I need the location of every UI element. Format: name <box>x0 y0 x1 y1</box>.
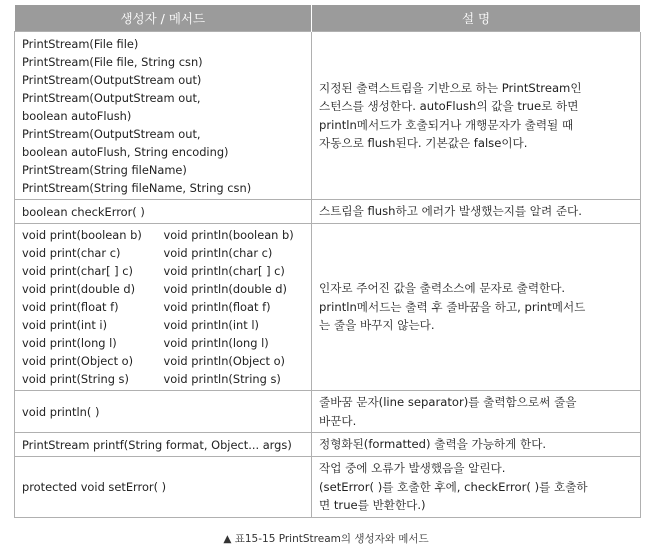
description-line: 인자로 주어진 값을 출력소스에 문자로 출력한다. <box>319 281 566 296</box>
method-line: void println(long l) <box>163 336 269 350</box>
table-row <box>15 224 641 391</box>
method-line: void println(String s) <box>163 372 281 386</box>
method-line: void println(char[ ] c) <box>163 264 285 278</box>
description-line: println메서드는 출력 후 줄바꿈을 하고, print메서드 <box>319 299 586 314</box>
method-line: void print(double d) <box>22 282 136 296</box>
method-line: protected void setError( ) <box>22 480 167 494</box>
description-line: 바꾼다. <box>319 413 357 428</box>
table-caption: ▲ 표15-15 PrintStream의 생성자와 메서드 <box>223 533 429 545</box>
method-line: PrintStream(String fileName, String csn) <box>22 180 252 195</box>
method-line: void println(int l) <box>163 318 259 332</box>
table-row <box>15 457 641 518</box>
header-description: 설 명 <box>312 5 641 32</box>
description-line: 줄바꿈 문자(line separator)를 출력함으로써 줄을 <box>319 395 577 409</box>
method-line: PrintStream printf(String format, Object... args) <box>22 437 292 452</box>
table-row <box>15 391 641 433</box>
method-line: boolean autoFlush) <box>22 108 132 123</box>
method-line: void println( ) <box>22 404 100 419</box>
method-line: PrintStream(OutputStream out, <box>22 90 201 105</box>
description-line: 지정된 출력스트림을 기반으로 하는 PrintStream인 <box>319 80 582 95</box>
method-line: void print(Object o) <box>22 354 134 368</box>
method-line: boolean checkError( ) <box>22 204 145 219</box>
table-header-row <box>15 5 641 32</box>
description-line: 는 줄을 바꾸지 않는다. <box>319 318 435 333</box>
header-constructor-method: 생성자 / 메서드 <box>15 5 312 32</box>
method-cell <box>15 200 312 224</box>
method-line: void print(long l) <box>22 336 117 350</box>
method-line: PrintStream(String fileName) <box>22 162 187 177</box>
method-cell <box>15 391 312 433</box>
table-row <box>15 32 641 200</box>
method-line: void println(double d) <box>163 282 287 296</box>
method-line: PrintStream(OutputStream out) <box>22 72 202 87</box>
table-row <box>15 200 641 224</box>
method-line: void print(float f) <box>22 300 119 314</box>
method-line: void print(char c) <box>22 246 121 260</box>
description-line: 면 true를 반환한다.) <box>319 498 426 513</box>
description-cell <box>312 224 641 391</box>
method-line: void print(boolean b) <box>22 228 142 242</box>
method-line: void println(Object o) <box>163 354 285 368</box>
method-columns <box>22 226 311 388</box>
method-line: void println(float f) <box>163 300 271 314</box>
description-cell <box>312 433 641 457</box>
method-line: PrintStream(OutputStream out, <box>22 126 201 141</box>
method-line: PrintStream(File file, String csn) <box>22 54 203 69</box>
description-line: 정형화된(formatted) 출력을 가능하게 한다. <box>319 437 547 452</box>
description-cell <box>312 200 641 224</box>
description-cell <box>312 391 641 433</box>
method-cell <box>15 224 312 391</box>
description-cell <box>312 457 641 518</box>
println-method-column <box>164 226 311 388</box>
description-cell <box>312 32 641 200</box>
method-cell <box>15 433 312 457</box>
method-cell <box>15 457 312 518</box>
description-line: 스트림을 flush하고 에러가 발생했는지를 알려 준다. <box>319 204 582 219</box>
description-line: 스턴스를 생성한다. autoFlush의 값을 true로 하면 <box>319 99 579 113</box>
method-line: void println(char c) <box>163 246 273 260</box>
description-line: println메서드가 호출되거나 개행문자가 출력될 때 <box>319 117 574 132</box>
description-line: (setError( )를 호출한 후에, checkError( )를 호출하 <box>319 479 588 494</box>
method-line: boolean autoFlush, String encoding) <box>22 144 229 159</box>
method-line: void print(char[ ] c) <box>22 264 133 278</box>
table-row <box>15 433 641 457</box>
method-line: void print(String s) <box>22 372 129 386</box>
method-line: void print(int i) <box>22 318 108 332</box>
description-line: 자동으로 flush된다. 기본값은 false이다. <box>319 136 528 150</box>
description-line: 작업 중에 오류가 발생했음을 알린다. <box>319 461 506 476</box>
method-cell <box>15 32 312 200</box>
method-line: PrintStream(File file) <box>22 36 139 51</box>
method-line: void println(boolean b) <box>163 228 294 242</box>
printstream-table <box>14 5 641 518</box>
print-method-column <box>22 226 164 388</box>
